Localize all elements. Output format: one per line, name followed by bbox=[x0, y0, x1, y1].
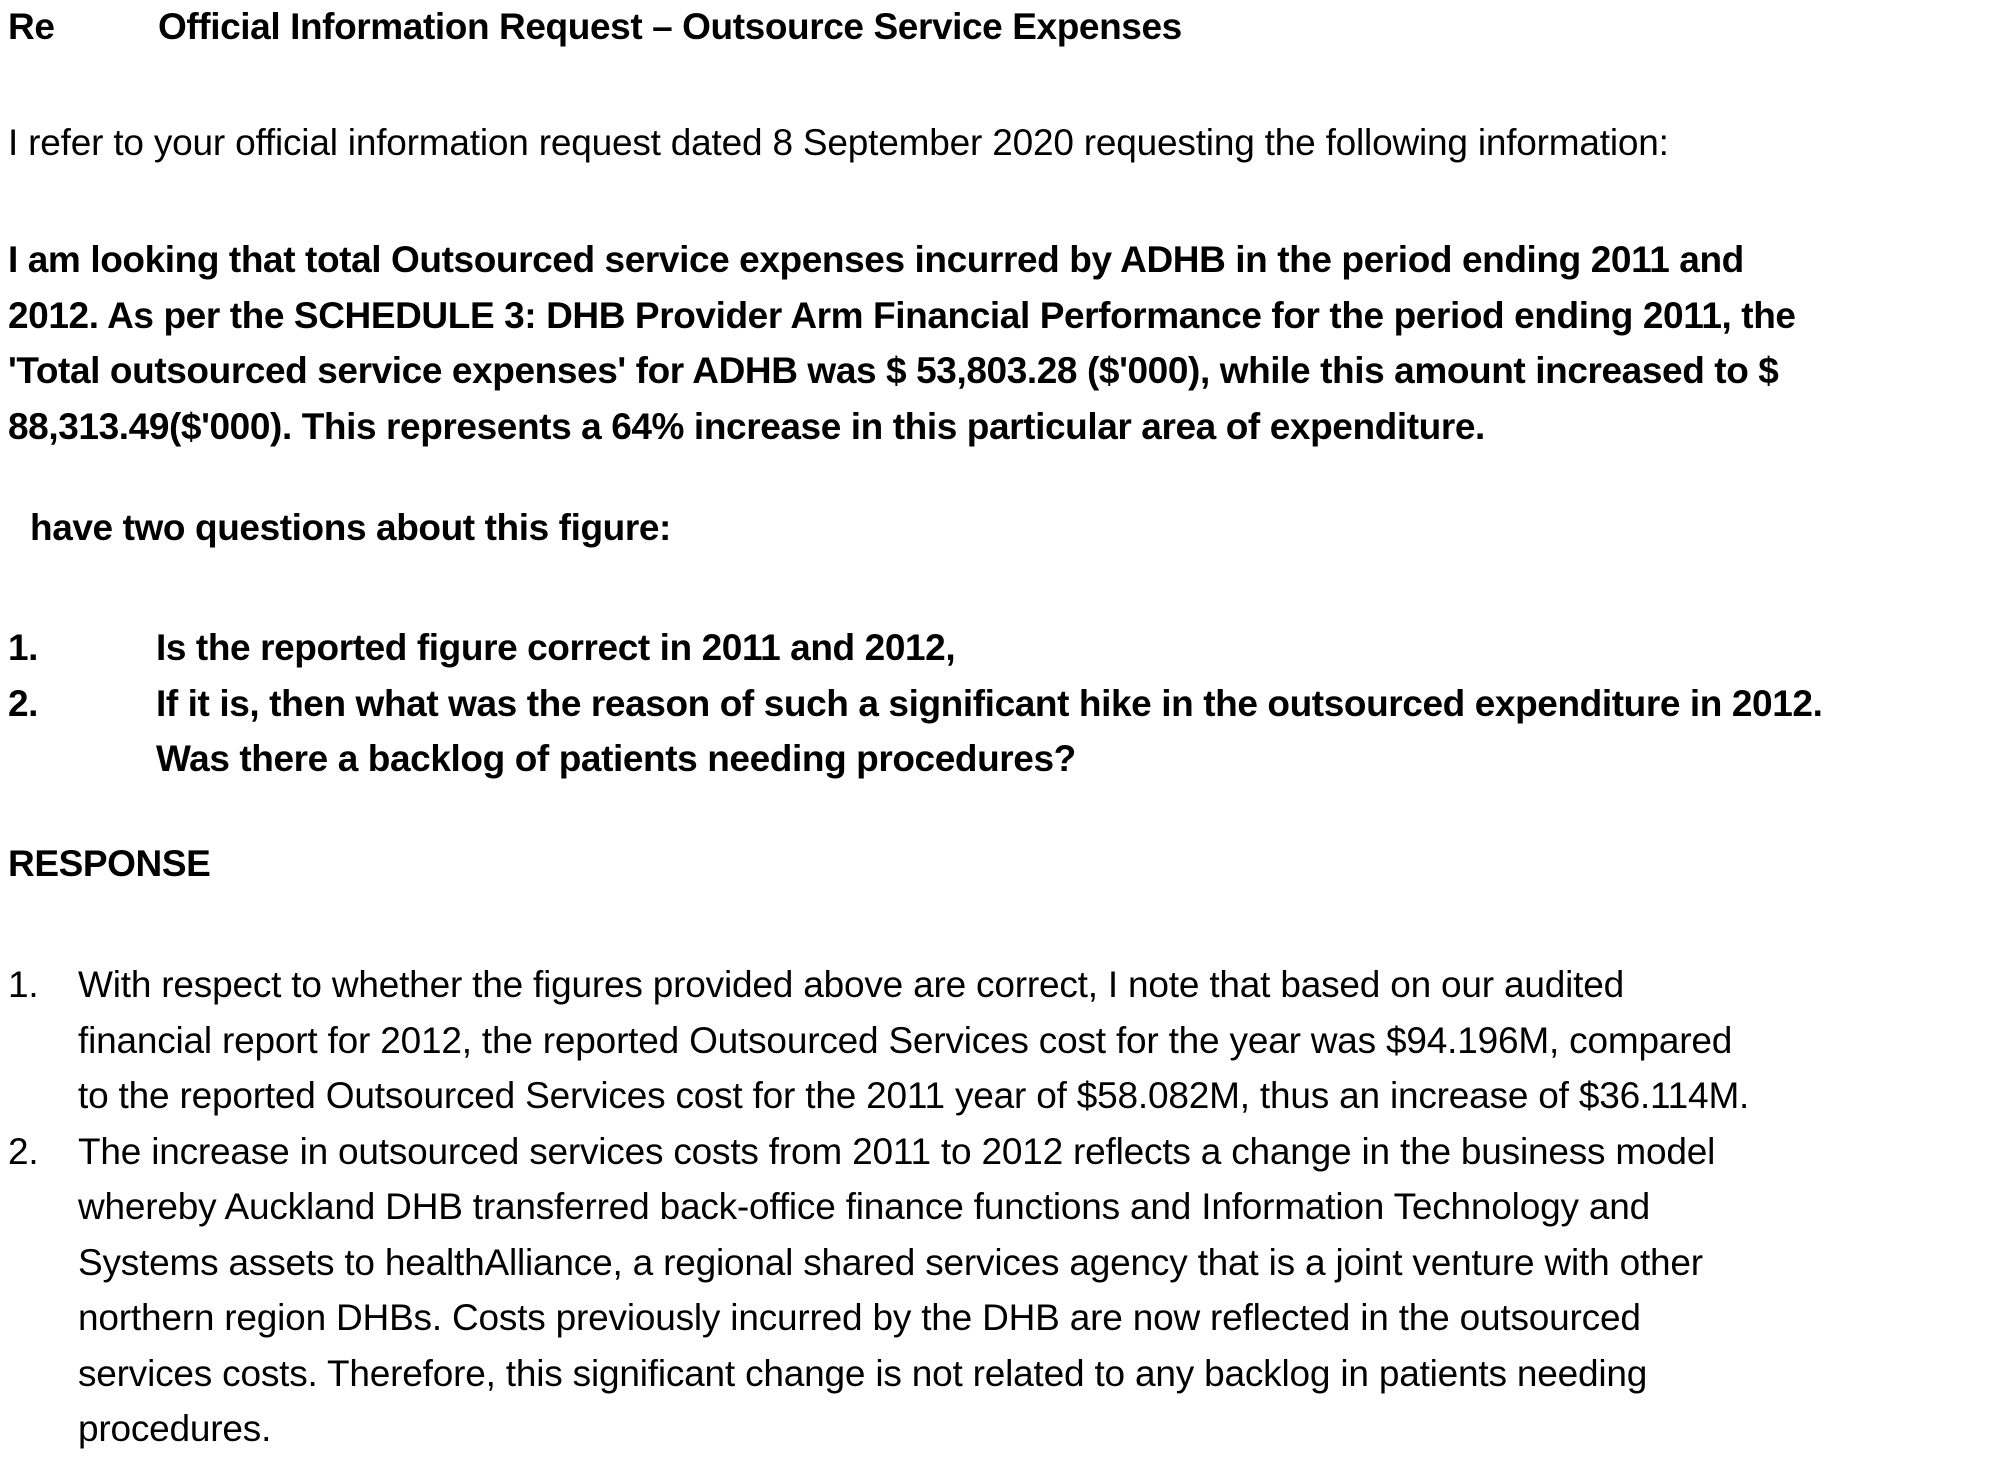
response-line: northern region DHBs. Costs previously incurred by the DHB are now reflected in the outsourced bbox=[78, 1297, 1641, 1338]
question-line: If it is, then what was the reason of such a significant hike in the outsourced expenditure in 2012. bbox=[156, 682, 1823, 724]
two-questions-line: have two questions about this figure: bbox=[30, 507, 671, 548]
response-line: financial report for 2012, the reported Outsourced Services cost for the year was $94.196M, compared bbox=[78, 1019, 1733, 1061]
question-number: 2. bbox=[8, 682, 39, 724]
response-number: 1. bbox=[8, 964, 39, 1005]
request-line: 88,313.49($'000). This represents a 64% increase in this particular area of expenditure. bbox=[8, 405, 1485, 447]
response-item bbox=[8, 957, 2008, 1124]
response-heading: RESPONSE bbox=[8, 843, 211, 884]
question-item bbox=[8, 676, 1998, 787]
request-questions-list bbox=[8, 620, 1998, 787]
request-quote bbox=[8, 232, 1998, 454]
question-line: Was there a backlog of patients needing procedures? bbox=[156, 738, 1076, 779]
question-item bbox=[8, 620, 1998, 676]
response-line: With respect to whether the figures provided above are correct, I note that based on our audited bbox=[78, 964, 1625, 1005]
response-line: Systems assets to healthAlliance, a regional shared services agency that is a joint venture with other bbox=[78, 1241, 1703, 1283]
request-line: 2012. As per the SCHEDULE 3: DHB Provider Arm Financial Performance for the period ending 2011, the bbox=[8, 294, 1796, 336]
response-list bbox=[8, 957, 2008, 1457]
re-label: Re bbox=[8, 6, 55, 47]
request-line: I am looking that total Outsourced service expenses incurred by ADHB in the period ending 2011 and bbox=[8, 239, 1744, 280]
response-number: 2. bbox=[8, 1130, 39, 1172]
intro-paragraph: I refer to your official information request dated 8 September 2020 requesting the following information: bbox=[8, 122, 1669, 163]
question-line: Is the reported figure correct in 2011 and 2012, bbox=[156, 627, 956, 668]
subject-title: Official Information Request – Outsource Service Expenses bbox=[158, 6, 1182, 47]
response-line: services costs. Therefore, this significant change is not related to any backlog in patients needing bbox=[78, 1352, 1648, 1394]
response-line: The increase in outsourced services costs from 2011 to 2012 reflects a change in the business model bbox=[78, 1130, 1716, 1172]
response-line: whereby Auckland DHB transferred back-office finance functions and Information Technology and bbox=[78, 1186, 1650, 1227]
request-line: 'Total outsourced service expenses' for ADHB was $ 53,803.28 ($'000), while this amount increased to $ bbox=[8, 350, 1779, 391]
response-line: procedures. bbox=[78, 1408, 272, 1449]
response-item bbox=[8, 1124, 2008, 1457]
question-number: 1. bbox=[8, 627, 39, 668]
response-line: to the reported Outsourced Services cost for the 2011 year of $58.082M, thus an increase of $36.114M. bbox=[78, 1075, 1750, 1116]
